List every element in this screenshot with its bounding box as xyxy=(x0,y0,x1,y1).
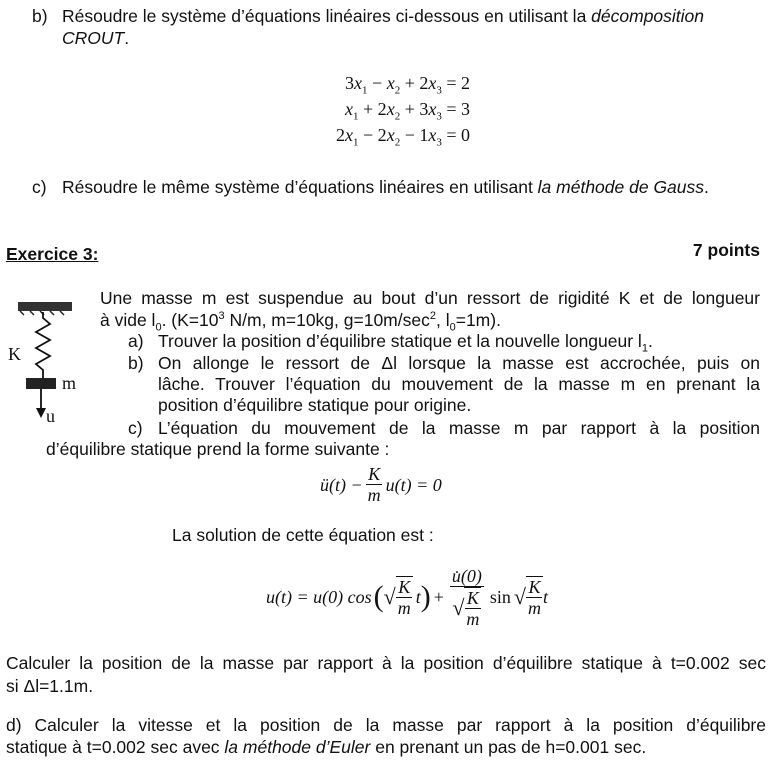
spring-icon xyxy=(36,312,50,378)
solution-intro: La solution de cette équation est : xyxy=(172,525,434,545)
part-b-text xyxy=(62,5,762,49)
mass-block xyxy=(26,378,56,389)
sin-argument: √ $\frac{K}{m}$ t xyxy=(513,577,548,618)
sqrt-k-over-m-2: $\frac{K}{m}$ xyxy=(527,577,541,618)
displacement-label-u: u xyxy=(46,406,55,426)
spring-label-k: K xyxy=(8,344,21,364)
part-c-text: Résoudre le même système d’équations linéaires en utilisant la méthode de Gauss. xyxy=(62,177,709,197)
item-b-line-3: position d’équilibre statique pour origine. xyxy=(158,395,472,415)
intro-line-2: à vide $l_0$. ($K=10^3$ N/m, m=10kg, $g=10m/\sec^2$, $l_0=1m$). xyxy=(100,310,501,334)
equation-rhs: u(t) = 0 xyxy=(385,474,442,495)
exercise-points: 7 points xyxy=(692,240,760,260)
sqrt-k-over-m-1: $\frac{K}{m}$ xyxy=(397,577,411,618)
part-b-italic-2: CROUT xyxy=(62,28,125,48)
item-b-marker: b) xyxy=(128,353,144,373)
calc-line-2: si Δl=1.1m. xyxy=(6,676,94,696)
cos-argument: ( √ $\frac{K}{m}$ t ) xyxy=(373,577,431,618)
sin-label: sin xyxy=(489,587,511,607)
part-d-line-1: d) Calculer la vitesse et la position de la masse par rapport à la position d’équilibre xyxy=(6,715,766,735)
part-d-line-2: statique à t=0.002 sec avec la méthode d’Euler en prenant un pas de h=0.001 sec. xyxy=(6,737,647,757)
equation-lhs: ü(t) − xyxy=(320,474,363,495)
velocity-fraction: u̇(0) √ $\frac{K}{m}$ xyxy=(451,565,482,629)
part-b-marker: b) xyxy=(32,6,48,26)
part-c-marker: c) xyxy=(32,177,47,197)
item-b-line-2: lâche. Trouver l’équation du mouvement de la masse m en prenant la xyxy=(158,374,760,394)
equation-row-2: $x_1 + 2x_2 + 3x_3 = 3$ xyxy=(345,99,470,123)
equation-row-1: $3x_1 - x_2 + 2x_3 = 2$ xyxy=(345,73,470,97)
solution-equation xyxy=(266,558,548,636)
solution-lhs: u(t) = u(0) cos xyxy=(266,587,372,607)
item-a-text: Trouver la position d’équilibre statique et la nouvelle longueur $l_1$. xyxy=(158,331,653,355)
item-a-marker: a) xyxy=(128,331,144,351)
part-b-italic-1: décomposition xyxy=(591,6,705,26)
equation-of-motion xyxy=(320,464,442,505)
part-b-text-1: Résoudre le système d’équations linéaires ci-dessous en utilisant la xyxy=(62,6,592,26)
equation-row-3: $2x_1 - 2x_2 - 1x_3 = 0$ xyxy=(336,125,470,149)
part-b-text-2: . xyxy=(124,28,130,48)
ceiling-support xyxy=(18,302,72,315)
item-c-marker: c) xyxy=(128,418,143,438)
arrow-down-icon xyxy=(36,408,46,418)
intro-line-1: Une masse m est suspendue au bout d’un ressort de rigidité K et de longueur xyxy=(100,288,760,308)
exercise-title: Exercice 3: xyxy=(6,244,99,264)
plus-sign: + xyxy=(433,587,444,607)
mass-label-m: m xyxy=(62,373,77,393)
part-c-italic: la méthode de Gauss xyxy=(537,177,705,197)
item-c-line-1: L’équation du mouvement de la masse m par rapport à la position xyxy=(158,418,760,438)
item-c-line-2: d’équilibre statique prend la forme suivante : xyxy=(46,439,390,459)
euler-method: la méthode d’Euler xyxy=(224,737,371,757)
linear-system xyxy=(310,70,470,148)
calc-line-1: Calculer la position de la masse par rapport à la position d’équilibre statique à t=0.002 sec xyxy=(6,653,766,673)
equation-fraction: $\frac{K}{m}$ xyxy=(367,464,381,505)
item-b-line-1: On allonge le ressort de Δl lorsque la masse est accrochée, puis on xyxy=(158,353,760,373)
